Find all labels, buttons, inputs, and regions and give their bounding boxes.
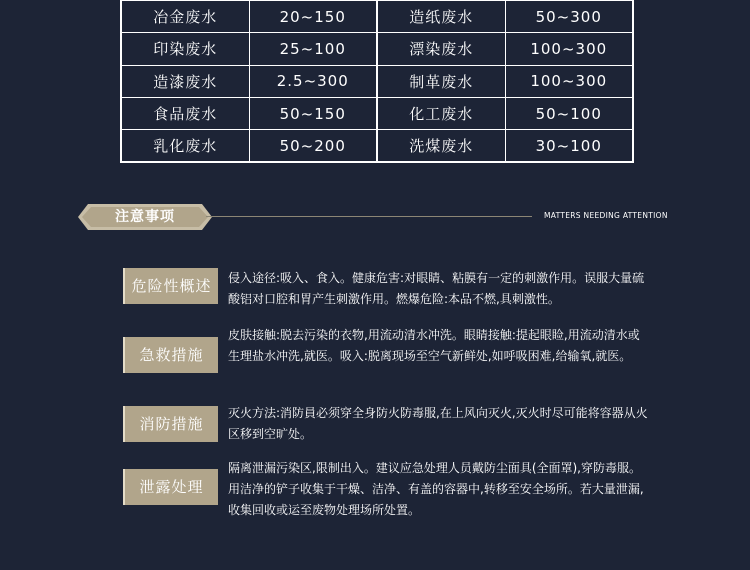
- table-cell: 100~300: [505, 33, 633, 65]
- text-hazard-overview: 侵入途径:吸入、食入。健康危害:对眼睛、粘膜有一定的刺激作用。误服大量硫酸铝对口腔和胃产生刺激作用。燃爆危险:本品不燃,具刺激性。: [228, 271, 645, 306]
- text-fire-fighting: 灭火方法:消防員必须穿全身防火防毒服,在上风向灭火,灭火时尽可能将容器从火区移到空旷处。: [228, 406, 648, 441]
- table-cell: 50~300: [505, 1, 633, 33]
- table-cell: 100~300: [505, 65, 633, 97]
- label-leak-handling: 泄露处理: [123, 469, 218, 505]
- table-cell: 造漆废水: [121, 65, 249, 97]
- table-cell: 乳化废水: [121, 130, 249, 162]
- section-title: 注意事项: [115, 209, 175, 225]
- table-cell: 冶金废水: [121, 1, 249, 33]
- table-cell: 50~100: [505, 97, 633, 129]
- text-leak-handling: 隔离泄漏污染区,限制出入。建议应急处理人员戴防尘面具(全面罩),穿防毒服。用洁净的铲子收集于干燥、洁净、有盖的容器中,转移至安全场所。若大量泄漏,收集回收或运至废物处理场所处置。: [228, 461, 644, 517]
- text-first-aid: 皮肤接触:脱去污染的衣物,用流动清水冲洗。眼睛接触:提起眼睑,用流动清水或生理盐水冲洗,就医。吸入:脱离现场至空气新鲜处,如呼吸困难,给输氧,就医。: [228, 328, 640, 363]
- table-cell: 印染废水: [121, 33, 249, 65]
- label-first-aid: 急救措施: [123, 337, 218, 373]
- table-cell: 30~100: [505, 130, 633, 162]
- table-cell: 2.5~300: [249, 65, 377, 97]
- section-subtitle-en: MATTERS NEEDING ATTENTION: [544, 211, 668, 220]
- table-row: [121, 65, 633, 97]
- table-cell: 漂染废水: [377, 33, 505, 65]
- label-hazard-overview: 危险性概述: [123, 268, 218, 304]
- table-row: [121, 33, 633, 65]
- section-divider: [206, 216, 532, 217]
- table-cell: 50~200: [249, 130, 377, 162]
- table-cell: 50~150: [249, 97, 377, 129]
- table-cell: 洗煤废水: [377, 130, 505, 162]
- table-cell: 化工废水: [377, 97, 505, 129]
- table-cell: 25~100: [249, 33, 377, 65]
- table-cell: 20~150: [249, 1, 377, 33]
- table-row: [121, 97, 633, 129]
- table-cell: 造纸废水: [377, 1, 505, 33]
- label-fire-fighting: 消防措施: [123, 406, 218, 442]
- section-header-tag: [78, 204, 212, 230]
- dosage-table: [120, 0, 634, 163]
- table-cell: 制革废水: [377, 65, 505, 97]
- table-row: [121, 130, 633, 162]
- table-cell: 食品废水: [121, 97, 249, 129]
- table-row: [121, 1, 633, 33]
